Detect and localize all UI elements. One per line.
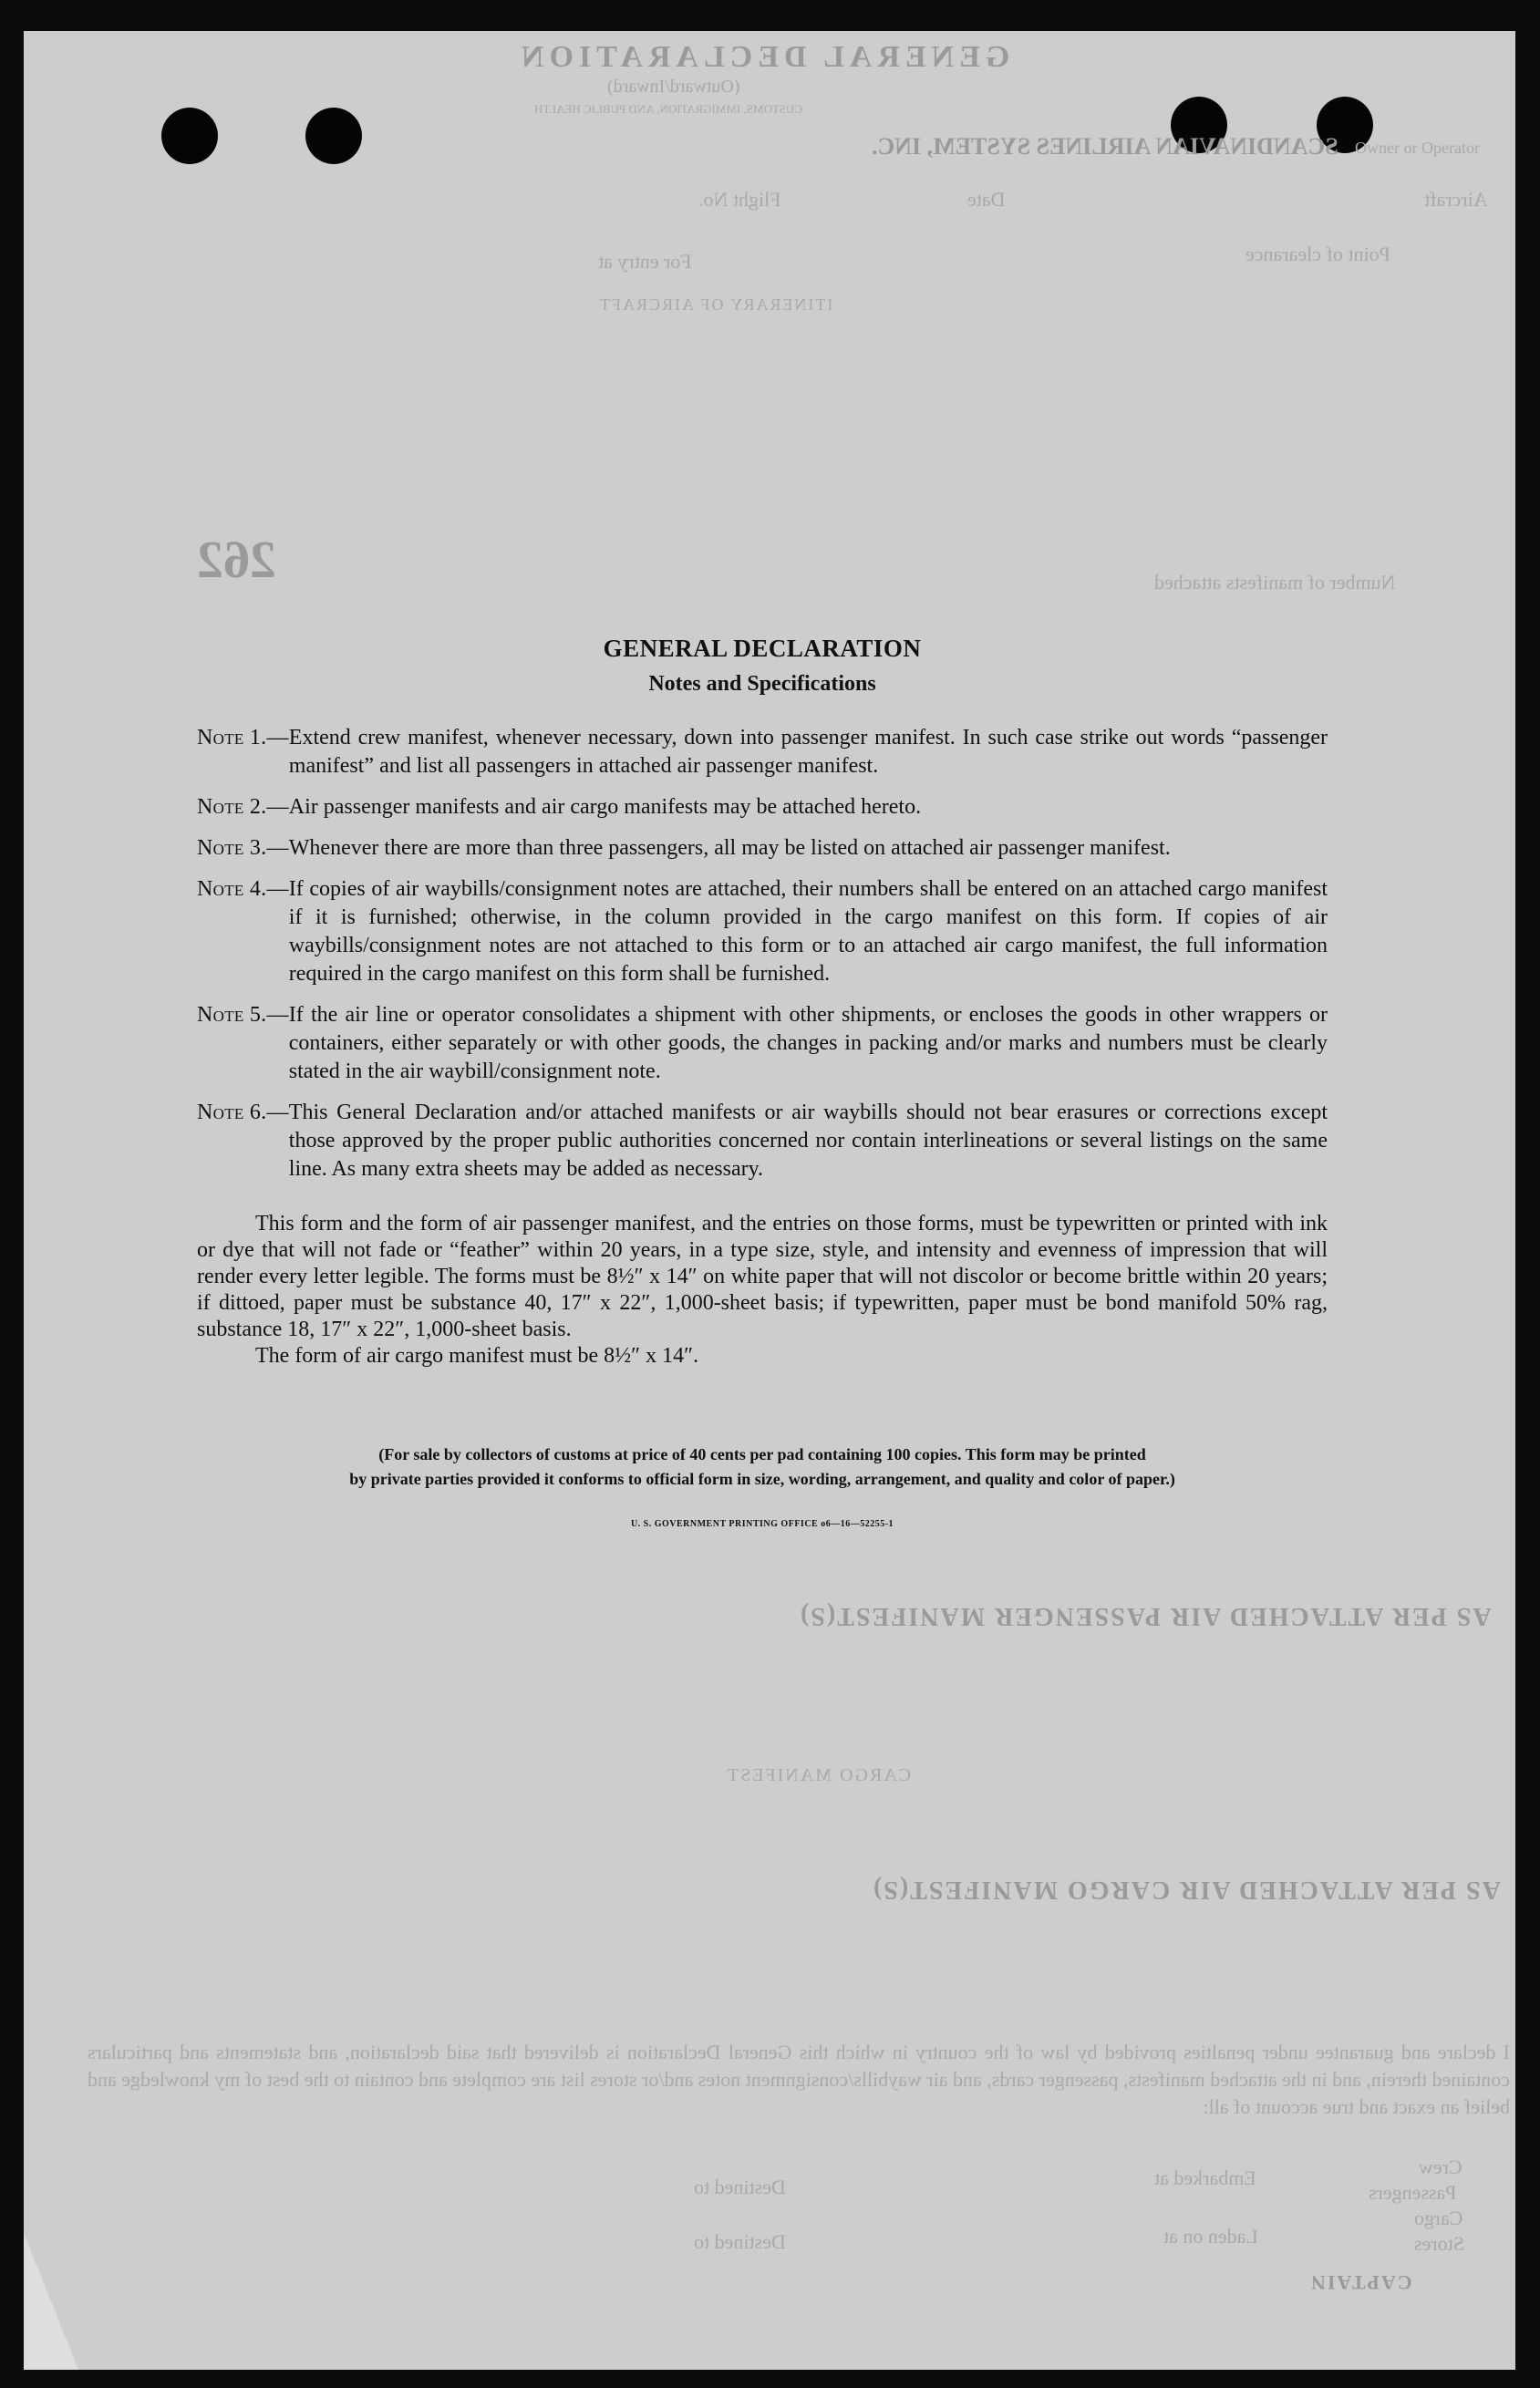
note-2 — [197, 793, 1328, 822]
bleed-aircraft-label: Aircraft — [1424, 188, 1488, 211]
note-label: Note 5.— — [197, 1003, 289, 1027]
note-text: Whenever there are more than three passengers, all may be listed on attached air passenger manifest. — [288, 836, 1171, 860]
note-1 — [197, 724, 1328, 780]
bleed-operator-value: SCANDINAVIAN AIRLINES SYSTEM, INC. — [872, 133, 1338, 160]
note-label: Note 3.— — [197, 836, 289, 860]
bleed-manifests-label: Number of manifests attached — [1154, 571, 1396, 594]
note-label: Note 2.— — [197, 795, 289, 819]
bleed-header-sub: (Outward/Inward) — [607, 77, 740, 97]
bleed-header-title: GENERAL DECLARATION — [516, 40, 1010, 74]
bleed-cargo-label: Cargo — [1414, 2207, 1463, 2229]
bleed-stores-label: Stores — [1414, 2232, 1464, 2255]
note-4 — [197, 875, 1328, 988]
bleed-flight-label: Flight No. — [698, 188, 781, 211]
document-page — [24, 31, 1515, 2370]
form-specification-paragraph: This form and the form of air passenger manifest, and the entries on those forms, must be typewritten or printed with ink or dye that will not fade or “feather” within 20 years, in a type size, style, and intensity and evenness of impression that will render every letter legible. The forms must be 8½″ x 14″ on white paper that will not discolor or become brittle within 20 years; if dittoed, paper must be substance 40, 17″ x 22″, 1,000-sheet basis; if typewritten, paper must be bond manifold 50% rag, substance 18, 17″ x 22″, 1,000-sheet basis. — [197, 1212, 1328, 1341]
printer-imprint: U. S. GOVERNMENT PRINTING OFFICE o6—16—52255-1 — [630, 1519, 894, 1529]
bleed-itinerary-label: ITINERARY OF AIRCRAFT — [598, 295, 833, 314]
bleed-destined-label-2: Destined to — [694, 2230, 786, 2253]
bleed-cargo-manifest-heading: CARGO MANIFEST — [726, 1765, 912, 1785]
bleed-declaration-text: I declare and guarantee under penalties provided by law of the country in which this General Declaration is delivered that said declaration, and statements and particulars contained therein, and in the attached manifests, passenger cards, and air waybills/consignment notes and/or stores list are complete and contain to the best of my knowledge and belief an exact and true account of all: — [88, 2041, 1510, 2118]
general-declaration-notes — [197, 635, 1328, 1529]
note-6 — [197, 1099, 1328, 1184]
bleed-entry-label: For entry at — [598, 250, 692, 273]
sale-note — [197, 1442, 1328, 1492]
punch-hole-left-1 — [161, 108, 218, 164]
bleed-crew-label: Crew — [1419, 2155, 1462, 2178]
note-5 — [197, 1001, 1328, 1086]
note-label: Note 4.— — [197, 877, 289, 901]
bleed-embarked-label: Embarked at — [1154, 2166, 1256, 2189]
note-text: Extend crew manifest, whenever necessary, down into passenger manifest. In such case strike out words “passenger manifest” and list all passengers in attached air passenger manifest. — [288, 726, 1328, 778]
bleed-passenger-manifest: AS PER ATTACHED AIR PASSENGER MANIFEST(S) — [799, 1602, 1492, 1630]
note-label: Note 6.— — [197, 1101, 289, 1124]
page-subtitle: Notes and Specifications — [648, 672, 876, 696]
page-title: GENERAL DECLARATION — [603, 635, 922, 662]
bleed-destined-label-1: Destined to — [694, 2176, 786, 2198]
bleed-header-dept: CUSTOMS, IMMIGRATION, AND PUBLIC HEALTH — [534, 102, 802, 116]
note-text: Air passenger manifests and air cargo manifests may be attached hereto. — [288, 795, 922, 819]
note-label: Note 1.— — [197, 726, 289, 749]
bleed-cargo-manifest: AS PER ATTACHED AIR CARGO MANIFEST(S) — [872, 1876, 1501, 1904]
bleed-clearance-label: Point of clearance — [1245, 243, 1390, 265]
bleed-laden-label: Laden on at — [1163, 2225, 1258, 2248]
bleed-passengers-label: Passengers — [1369, 2181, 1457, 2204]
note-3 — [197, 834, 1328, 863]
cargo-manifest-specification: The form of air cargo manifest must be 8½″ x 14″. — [255, 1344, 699, 1368]
sale-note-line-2: by private parties provided it conforms to official form in size, wording, arrangement, and quality and color of paper.) — [349, 1470, 1175, 1488]
note-text: This General Declaration and/or attached manifests or air waybills should not bear erasures or corrections except those approved by the proper public authorities concerned nor contain interlineations or several listings on the same line. As many extra sheets may be added as necessary. — [288, 1101, 1328, 1181]
note-text: If copies of air waybills/consignment notes are attached, their numbers shall be entered on an attached cargo manifest if it is furnished; otherwise, in the column provided in the cargo manifest on this form. If copies of air waybills/consignment notes are not attached to this form or to an attached air cargo manifest, the full information required in the cargo manifest on this form shall be furnished. — [288, 877, 1328, 986]
bleed-date-label: Date — [967, 188, 1006, 211]
sale-note-line-1: (For sale by collectors of customs at price of 40 cents per pad containing 100 copies. This form may be printed — [378, 1445, 1146, 1463]
bleed-stamp-number: 262 — [197, 530, 276, 589]
bleed-captain-label: CAPTAIN — [1309, 2271, 1412, 2294]
punch-hole-left-2 — [305, 108, 362, 164]
bleed-operator-label: Owner or Operator — [1355, 139, 1480, 157]
note-text: If the air line or operator consolidates a shipment with other shipments, or encloses the goods in other wrappers or containers, either separately or with other goods, the changes in packing and/or marks and numbers must be clearly stated in the air waybill/consignment note. — [288, 1003, 1328, 1083]
